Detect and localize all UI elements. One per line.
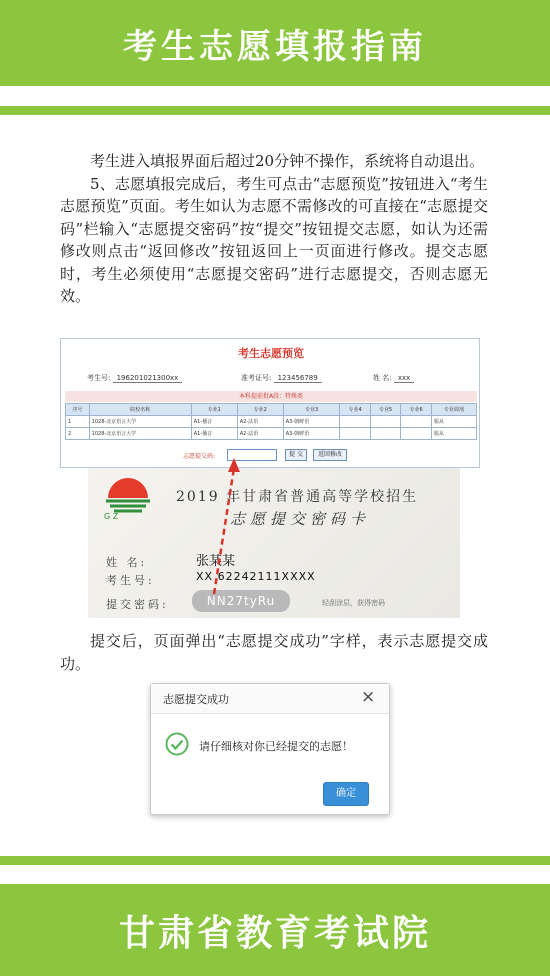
paragraph-preview-submit: 5、志愿填报完成后，考生可点击“志愿预览”按钮进入“考生志愿预览”页面。考生如认为志愿不需修改的可直接在“志愿提交码”栏输入“志愿提交密码”按“提交”按钮提交志愿，如认为还需修改则点击“返回修改”按钮返回上一页面进行修改。提交志愿时，考生必须使用“志愿提交密码”进行志愿提交，否则志愿无效。 [60, 174, 488, 305]
footer-title: 甘肃省教育考试院 [0, 884, 550, 976]
column-header: 专业调剂 [431, 404, 476, 416]
card-exam-number-value: XX 62242111XXXX [196, 570, 316, 583]
table-cell: A1-播音 [191, 428, 237, 440]
name-label: 姓 名: [373, 374, 392, 382]
close-icon[interactable]: × [361, 687, 376, 707]
table-cell: 1 [66, 416, 90, 428]
card-exam-number-label: 考生号: [106, 574, 155, 587]
dialog-message: 请仔细核对你已经提交的志愿！ [199, 740, 353, 753]
column-header: 序号 [66, 404, 90, 416]
table-cell [401, 416, 431, 428]
preview-title: 考生志愿预览 [238, 347, 304, 360]
column-header: 院校名称 [89, 404, 191, 416]
table-header-row [66, 404, 477, 416]
ok-button[interactable]: 确定 [323, 782, 369, 806]
guide-text-after-submit [60, 630, 488, 675]
scratch-note: 轻刮涂层，获得密码 [322, 599, 385, 607]
table-cell: A3-朝鲜语 [283, 416, 340, 428]
column-header: 专业3 [283, 404, 340, 416]
card-password-value: NN27tyRu [192, 590, 290, 612]
paragraph-success: 提交后，页面弹出“志愿提交成功”字样，表示志愿提交成功。 [60, 632, 488, 673]
divider-bottom [0, 856, 550, 865]
table-cell [340, 416, 370, 428]
table-row [66, 428, 477, 440]
card-subtitle: 志愿提交密码卡 [230, 510, 371, 528]
table-cell: A2-法语 [237, 428, 283, 440]
column-header: 专业5 [370, 404, 400, 416]
password-code-label: 志愿提交码: [183, 453, 216, 460]
exam-number-value: 196201021300xx [113, 374, 183, 383]
card-title: 2019 年甘肃省普通高等学校招生 [176, 489, 419, 505]
table-cell: A2-法语 [237, 416, 283, 428]
table-cell: 服从 [431, 428, 476, 440]
table-cell: 1028-北京语言大学 [89, 428, 191, 440]
table-cell [340, 428, 370, 440]
table-row [66, 416, 477, 428]
back-to-edit-button[interactable]: 返回修改 [313, 449, 347, 461]
table-cell: A1-播音 [191, 416, 237, 428]
table-cell: 2 [66, 428, 90, 440]
table-cell: 服从 [431, 416, 476, 428]
ticket-number-field [241, 373, 322, 383]
paragraph-auto-logout: 考生进入填报界面后超过20分钟不操作，系统将自动退出。 [90, 152, 485, 170]
column-header: 专业6 [401, 404, 431, 416]
divider-top [0, 106, 550, 115]
guide-text [60, 150, 488, 308]
dialog-title: 志愿提交成功 [163, 693, 229, 706]
column-header: 专业4 [340, 404, 370, 416]
submit-button[interactable]: 提 交 [285, 449, 307, 461]
column-header: 专业1 [191, 404, 237, 416]
table-cell [370, 428, 400, 440]
password-card [88, 468, 460, 618]
batch-label: 本科提前批A段：特殊类 [65, 391, 477, 402]
submit-success-dialog [150, 683, 390, 815]
volunteer-preview-panel [60, 338, 480, 468]
arrow-icon [200, 456, 260, 596]
ticket-number-value: 123456789 [274, 374, 322, 383]
card-password-label: 提交密码: [106, 598, 169, 611]
ticket-number-label: 准考证号: [241, 374, 272, 382]
logo-letters: G Z [104, 512, 119, 520]
name-value: xxx [394, 374, 414, 383]
page-title: 考生志愿填报指南 [0, 0, 550, 86]
card-name-label: 姓 名: [106, 556, 148, 569]
check-circle-icon [165, 732, 189, 756]
exam-number-label: 考生号: [87, 374, 111, 382]
name-field [373, 373, 414, 383]
exam-logo-icon [102, 474, 154, 520]
volunteer-table [65, 403, 477, 440]
table-cell: A3-朝鲜语 [283, 428, 340, 440]
dialog-header [151, 684, 389, 714]
exam-number-field [87, 373, 182, 383]
table-cell: 1028-北京语言大学 [89, 416, 191, 428]
card-name-value: 张某某 [196, 554, 236, 569]
table-cell [401, 428, 431, 440]
table-cell [370, 416, 400, 428]
column-header: 专业2 [237, 404, 283, 416]
